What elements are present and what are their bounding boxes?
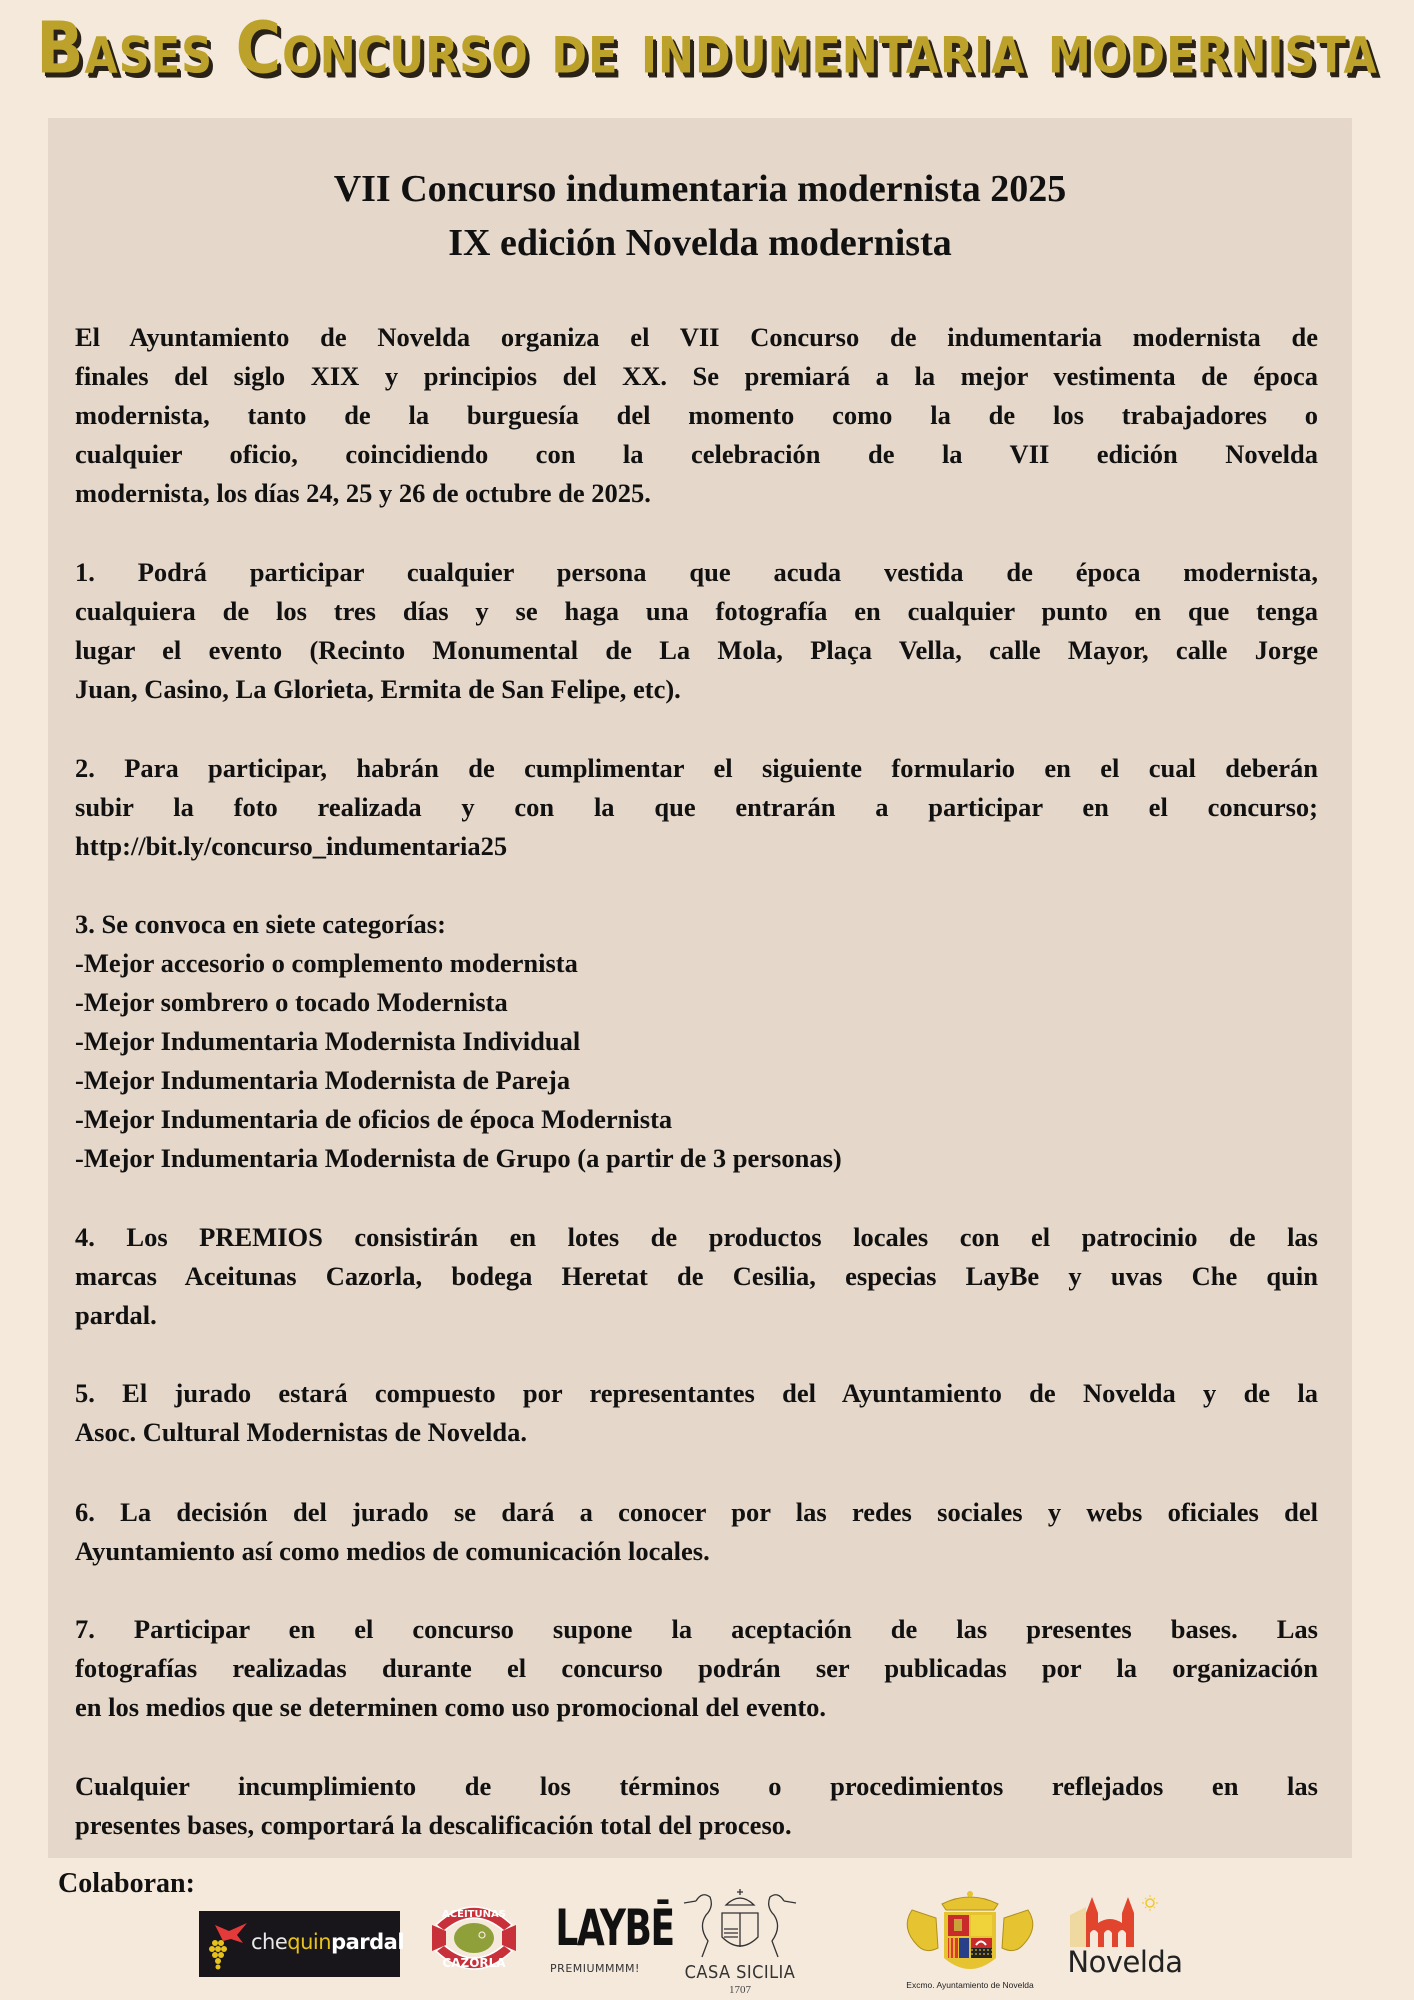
ayuntamiento-novelda-logo: [890, 1888, 1050, 2000]
laybe-wordmark: LAYBĒ: [555, 1899, 674, 1957]
casa-sicilia-year: 1707: [729, 1984, 751, 1996]
text-line: fotografías realizadas durante el concurso podrán ser publicadas por la organización: [75, 1653, 1318, 1683]
novelda-tourism-logo: [1066, 1893, 1190, 1985]
text-line: Ayuntamiento así como medios de comunicación locales.: [75, 1536, 710, 1566]
bird-grapes-icon: [207, 1917, 251, 1973]
form-link[interactable]: http://bit.ly/concurso_indumentaria25: [75, 831, 508, 861]
category-item: -Mejor Indumentaria Modernista de Pareja: [75, 1065, 571, 1095]
text-line: marcas Aceitunas Cazorla, bodega Heretat de Cesilia, especias LayBe y uvas Che quin: [75, 1261, 1318, 1291]
text-line: 2. Para participar, habrán de cumplimentar el siguiente formulario en el cual deberán: [75, 753, 1318, 783]
casa-sicilia-logo: [676, 1885, 804, 2000]
rule-3: [75, 905, 1318, 1178]
aceitunas-cazorla-logo: [426, 1895, 522, 1981]
olive-badge-icon: [426, 1895, 522, 1981]
svg-text:CAZORLA: CAZORLA: [442, 1956, 506, 1970]
category-item: -Mejor accesorio o complemento modernista: [75, 948, 578, 978]
chequinpardal-wordmark: chequinpardal: [251, 1930, 405, 1954]
text-line: en los medios que se determinen como uso promocional del evento.: [75, 1692, 827, 1722]
text-line: cualquier oficio, coincidiendo con la celebración de la VII edición Novelda: [75, 439, 1318, 469]
laybe-logo: [540, 1899, 674, 1990]
herons-shield-icon: [676, 1885, 804, 1961]
rule-7: [75, 1610, 1318, 1727]
category-item: -Mejor Indumentaria Modernista de Grupo (a partir de 3 personas): [75, 1143, 842, 1173]
text-line: subir la foto realizada y con la que entrarán a participar en el concurso;: [75, 792, 1318, 822]
casa-sicilia-name: CASA SICILIA: [684, 1962, 796, 1983]
svg-text:ACEITUNAS: ACEITUNAS: [442, 1909, 506, 1920]
rules-panel: [48, 118, 1352, 1858]
text-line: Cualquier incumplimiento de los términos o procedimientos reflejados en las: [75, 1771, 1318, 1801]
rule-4: [75, 1218, 1318, 1335]
category-item: -Mejor sombrero o tocado Modernista: [75, 987, 508, 1017]
text-line: Asoc. Cultural Modernistas de Novelda.: [75, 1417, 527, 1447]
category-item: -Mejor Indumentaria de oficios de época Modernista: [75, 1104, 673, 1134]
text-line: 5. El jurado estará compuesto por representantes del Ayuntamiento de Novelda y de la: [75, 1378, 1318, 1408]
text-line: 1. Podrá participar cualquier persona que acuda vestida de época modernista,: [75, 557, 1318, 587]
text-line: 4. Los PREMIOS consistirán en lotes de productos locales con el patrocinio de las: [75, 1222, 1318, 1252]
chequinpardal-logo: [199, 1911, 405, 1977]
castle-sun-icon: [1066, 1893, 1190, 1949]
subtitle-contest: VII Concurso indumentaria modernista 2025: [333, 168, 1067, 210]
intro-paragraph: [75, 318, 1318, 513]
novelda-wordmark: Novelda: [1067, 1945, 1183, 1979]
rule-1: [75, 553, 1318, 709]
coat-of-arms-icon: [890, 1888, 1050, 1980]
categories-heading: 3. Se convoca en siete categorías:: [75, 909, 446, 939]
rule-5: [75, 1374, 1318, 1452]
text-line: cualquiera de los tres días y se haga una fotografía en cualquier punto en que tenga: [75, 596, 1318, 626]
text-line: Juan, Casino, La Glorieta, Ermita de San Felipe, etc).: [75, 674, 681, 704]
disqualification-notice: [75, 1767, 1318, 1845]
subtitle-edition: IX edición Novelda modernista: [448, 222, 952, 264]
text-line: presentes bases, comportará la descalificación total del proceso.: [75, 1810, 792, 1840]
text-line: 7. Participar en el concurso supone la aceptación de las presentes bases. Las: [75, 1614, 1318, 1644]
text-line: El Ayuntamiento de Novelda organiza el VII Concurso de indumentaria modernista de: [75, 322, 1318, 352]
rule-6: [75, 1493, 1318, 1571]
text-line: modernista, tanto de la burguesía del momento como la de los trabajadores o: [75, 400, 1318, 430]
text-line: finales del siglo XIX y principios del XX. Se premiará a la mejor vestimenta de época: [75, 361, 1318, 391]
page-title: Bases Concurso de indumentaria modernista: [36, 6, 1378, 90]
category-item: -Mejor Indumentaria Modernista Individual: [75, 1026, 581, 1056]
text-line: 6. La decisión del jurado se dará a conocer por las redes sociales y webs oficiales del: [75, 1497, 1318, 1527]
ayuntamiento-caption: Excmo. Ayuntamiento de Novelda: [906, 1980, 1034, 1990]
text-line: modernista, los días 24, 25 y 26 de octubre de 2025.: [75, 478, 651, 508]
text-line: pardal.: [75, 1300, 157, 1330]
rule-2: [75, 749, 1318, 866]
laybe-tagline: PREMIUMMMM!: [550, 1962, 640, 1975]
collaborators-label: Colaboran:: [58, 1868, 195, 1899]
text-line: lugar el evento (Recinto Monumental de La Mola, Plaça Vella, calle Mayor, calle Jorge: [75, 635, 1318, 665]
